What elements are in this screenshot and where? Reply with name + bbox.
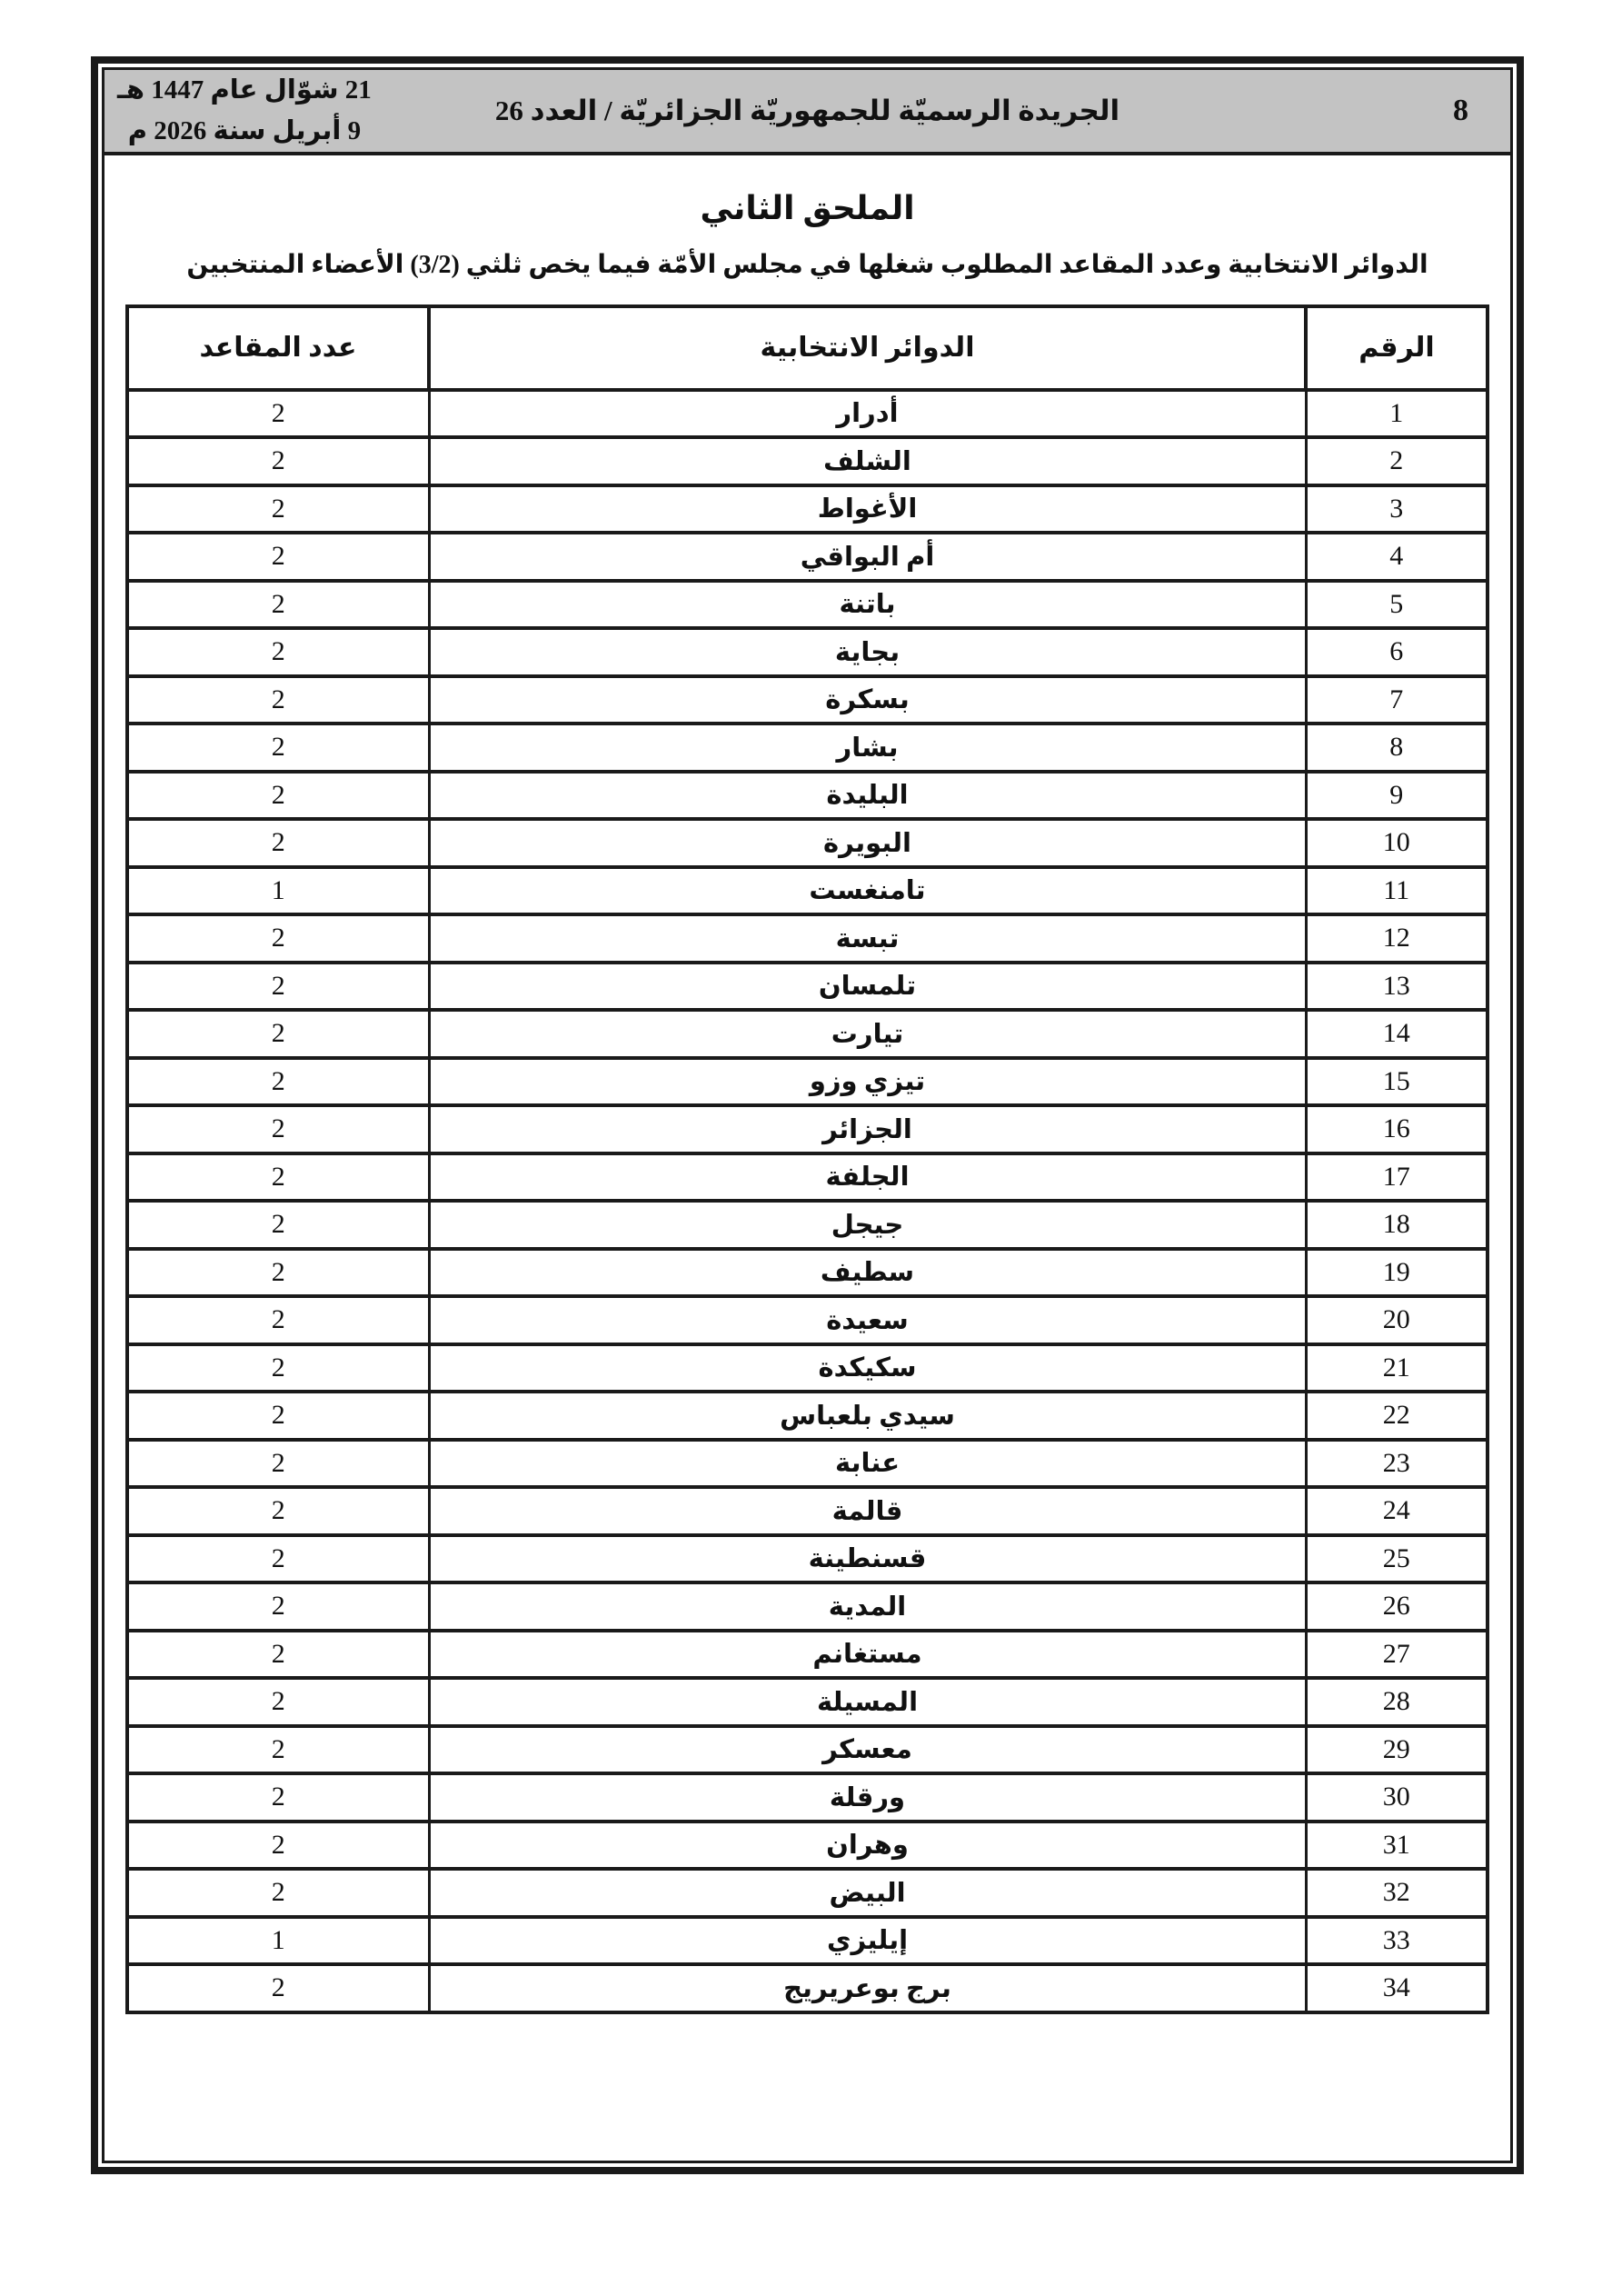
- table-row: [127, 1773, 1488, 1822]
- table-row: [127, 772, 1488, 820]
- row-number-cell: 17: [1306, 1153, 1488, 1202]
- row-district-cell: جيجل: [429, 1201, 1306, 1249]
- table-row: [127, 1296, 1488, 1344]
- annex-title: الملحق الثاني: [700, 190, 915, 226]
- page-outer-frame: [91, 56, 1524, 2174]
- row-number-cell: 11: [1306, 867, 1488, 915]
- row-district-cell: عنابة: [429, 1440, 1306, 1488]
- row-seats-cell: 2: [127, 1582, 429, 1631]
- table-row: [127, 581, 1488, 629]
- table-row: [127, 628, 1488, 676]
- table-row: [127, 1726, 1488, 1774]
- row-seats-cell: 2: [127, 1105, 429, 1153]
- row-number-cell: 6: [1306, 628, 1488, 676]
- row-number-cell: 1: [1306, 390, 1488, 438]
- row-number-cell: 29: [1306, 1726, 1488, 1774]
- table-row: [127, 1105, 1488, 1153]
- electoral-districts-table: [125, 304, 1489, 2014]
- page-number: 8: [1453, 94, 1468, 127]
- row-seats-cell: 2: [127, 628, 429, 676]
- row-district-cell: الجزائر: [429, 1105, 1306, 1153]
- table-row: [127, 1010, 1488, 1058]
- row-seats-cell: 2: [127, 390, 429, 438]
- row-number-cell: 31: [1306, 1822, 1488, 1870]
- row-seats-cell: 2: [127, 1296, 429, 1344]
- row-number-cell: 7: [1306, 676, 1488, 724]
- row-number-cell: 3: [1306, 485, 1488, 534]
- table-row: [127, 1631, 1488, 1679]
- row-number-cell: 10: [1306, 819, 1488, 867]
- page-content: [104, 155, 1510, 2161]
- row-district-cell: أدرار: [429, 390, 1306, 438]
- table-row: [127, 1869, 1488, 1917]
- table-row: [127, 1678, 1488, 1726]
- row-district-cell: الأغواط: [429, 485, 1306, 534]
- table-row: [127, 1535, 1488, 1583]
- row-number-cell: 32: [1306, 1869, 1488, 1917]
- row-number-cell: 26: [1306, 1582, 1488, 1631]
- table-row: [127, 390, 1488, 438]
- table-row: [127, 1153, 1488, 1202]
- row-number-cell: 19: [1306, 1249, 1488, 1297]
- row-seats-cell: 2: [127, 819, 429, 867]
- table-row: [127, 533, 1488, 581]
- table-row: [127, 1249, 1488, 1297]
- table-row: [127, 676, 1488, 724]
- row-seats-cell: 2: [127, 1631, 429, 1679]
- row-seats-cell: 2: [127, 1010, 429, 1058]
- row-district-cell: البيض: [429, 1869, 1306, 1917]
- table-row: [127, 1822, 1488, 1870]
- journal-title: الجريدة الرسميّة للجمهوريّة الجزائريّة / العدد 26: [494, 95, 1120, 126]
- row-number-cell: 13: [1306, 963, 1488, 1011]
- row-district-cell: تلمسان: [429, 963, 1306, 1011]
- row-district-cell: سيدي بلعباس: [429, 1392, 1306, 1440]
- table-row: [127, 1917, 1488, 1965]
- table-row: [127, 1058, 1488, 1106]
- row-seats-cell: 2: [127, 1344, 429, 1393]
- table-row: [127, 1201, 1488, 1249]
- row-seats-cell: 2: [127, 914, 429, 963]
- table-header-row: [127, 306, 1488, 390]
- row-seats-cell: 2: [127, 581, 429, 629]
- row-number-cell: 15: [1306, 1058, 1488, 1106]
- row-seats-cell: 2: [127, 1392, 429, 1440]
- row-number-cell: 33: [1306, 1917, 1488, 1965]
- row-seats-cell: 2: [127, 533, 429, 581]
- row-seats-cell: 2: [127, 1726, 429, 1774]
- row-seats-cell: 2: [127, 1964, 429, 2012]
- row-district-cell: المدية: [429, 1582, 1306, 1631]
- row-number-cell: 28: [1306, 1678, 1488, 1726]
- column-header-seats: عدد المقاعد: [127, 306, 429, 390]
- row-seats-cell: 2: [127, 1249, 429, 1297]
- table-row: [127, 1487, 1488, 1535]
- row-district-cell: الجلفة: [429, 1153, 1306, 1202]
- row-seats-cell: 2: [127, 485, 429, 534]
- row-seats-cell: 1: [127, 867, 429, 915]
- row-seats-cell: 2: [127, 1440, 429, 1488]
- column-header-number: الرقم: [1306, 306, 1488, 390]
- row-number-cell: 34: [1306, 1964, 1488, 2012]
- row-district-cell: بسكرة: [429, 676, 1306, 724]
- row-district-cell: معسكر: [429, 1726, 1306, 1774]
- hijri-date: 21 شوّال عام 1447 هـ: [117, 75, 372, 105]
- row-seats-cell: 2: [127, 1201, 429, 1249]
- row-district-cell: قسنطينة: [429, 1535, 1306, 1583]
- row-district-cell: ورقلة: [429, 1773, 1306, 1822]
- table-row: [127, 867, 1488, 915]
- gregorian-date: 9 أبريل سنة 2026 م: [127, 116, 362, 145]
- row-district-cell: البليدة: [429, 772, 1306, 820]
- row-district-cell: أم البواقي: [429, 533, 1306, 581]
- table-row: [127, 914, 1488, 963]
- row-number-cell: 22: [1306, 1392, 1488, 1440]
- row-seats-cell: 2: [127, 724, 429, 772]
- row-seats-cell: 2: [127, 963, 429, 1011]
- table-row: [127, 437, 1488, 485]
- row-number-cell: 24: [1306, 1487, 1488, 1535]
- row-district-cell: تامنغست: [429, 867, 1306, 915]
- row-district-cell: المسيلة: [429, 1678, 1306, 1726]
- row-district-cell: إيليزي: [429, 1917, 1306, 1965]
- table-row: [127, 819, 1488, 867]
- row-seats-cell: 2: [127, 1535, 429, 1583]
- row-number-cell: 27: [1306, 1631, 1488, 1679]
- row-seats-cell: 2: [127, 1678, 429, 1726]
- row-number-cell: 12: [1306, 914, 1488, 963]
- row-district-cell: الشلف: [429, 437, 1306, 485]
- row-number-cell: 30: [1306, 1773, 1488, 1822]
- table-row: [127, 1440, 1488, 1488]
- row-seats-cell: 2: [127, 1822, 429, 1870]
- row-seats-cell: 2: [127, 1058, 429, 1106]
- row-district-cell: مستغانم: [429, 1631, 1306, 1679]
- row-seats-cell: 2: [127, 1773, 429, 1822]
- row-number-cell: 23: [1306, 1440, 1488, 1488]
- row-district-cell: تبسة: [429, 914, 1306, 963]
- row-district-cell: قالمة: [429, 1487, 1306, 1535]
- table-row: [127, 485, 1488, 534]
- row-seats-cell: 1: [127, 1917, 429, 1965]
- table-row: [127, 1582, 1488, 1631]
- row-number-cell: 25: [1306, 1535, 1488, 1583]
- row-number-cell: 4: [1306, 533, 1488, 581]
- page-inner-frame: [102, 67, 1513, 2163]
- row-number-cell: 5: [1306, 581, 1488, 629]
- row-number-cell: 16: [1306, 1105, 1488, 1153]
- column-header-district: الدوائر الانتخابية: [429, 306, 1306, 390]
- masthead-band: [104, 70, 1510, 155]
- annex-subtitle: الدوائر الانتخابية وعدد المقاعد المطلوب شغلها في مجلس الأمّة فيما يخص ثلثي (3/2) الأعضاء المنتخبين: [186, 251, 1428, 279]
- row-number-cell: 21: [1306, 1344, 1488, 1393]
- row-district-cell: وهران: [429, 1822, 1306, 1870]
- row-district-cell: سكيكدة: [429, 1344, 1306, 1393]
- row-district-cell: بجاية: [429, 628, 1306, 676]
- row-number-cell: 20: [1306, 1296, 1488, 1344]
- row-number-cell: 9: [1306, 772, 1488, 820]
- row-district-cell: سطيف: [429, 1249, 1306, 1297]
- row-number-cell: 18: [1306, 1201, 1488, 1249]
- row-seats-cell: 2: [127, 676, 429, 724]
- table-row: [127, 963, 1488, 1011]
- row-number-cell: 14: [1306, 1010, 1488, 1058]
- table-row: [127, 1344, 1488, 1393]
- row-district-cell: سعيدة: [429, 1296, 1306, 1344]
- masthead-dates: [117, 70, 372, 152]
- row-seats-cell: 2: [127, 1869, 429, 1917]
- row-district-cell: باتنة: [429, 581, 1306, 629]
- row-district-cell: برج بوعريريج: [429, 1964, 1306, 2012]
- row-district-cell: تيزي وزو: [429, 1058, 1306, 1106]
- table-row: [127, 724, 1488, 772]
- row-seats-cell: 2: [127, 437, 429, 485]
- row-seats-cell: 2: [127, 1153, 429, 1202]
- row-seats-cell: 2: [127, 1487, 429, 1535]
- table-row: [127, 1392, 1488, 1440]
- row-district-cell: تيارت: [429, 1010, 1306, 1058]
- row-number-cell: 8: [1306, 724, 1488, 772]
- table-row: [127, 1964, 1488, 2012]
- row-number-cell: 2: [1306, 437, 1488, 485]
- row-district-cell: البويرة: [429, 819, 1306, 867]
- row-seats-cell: 2: [127, 772, 429, 820]
- row-district-cell: بشار: [429, 724, 1306, 772]
